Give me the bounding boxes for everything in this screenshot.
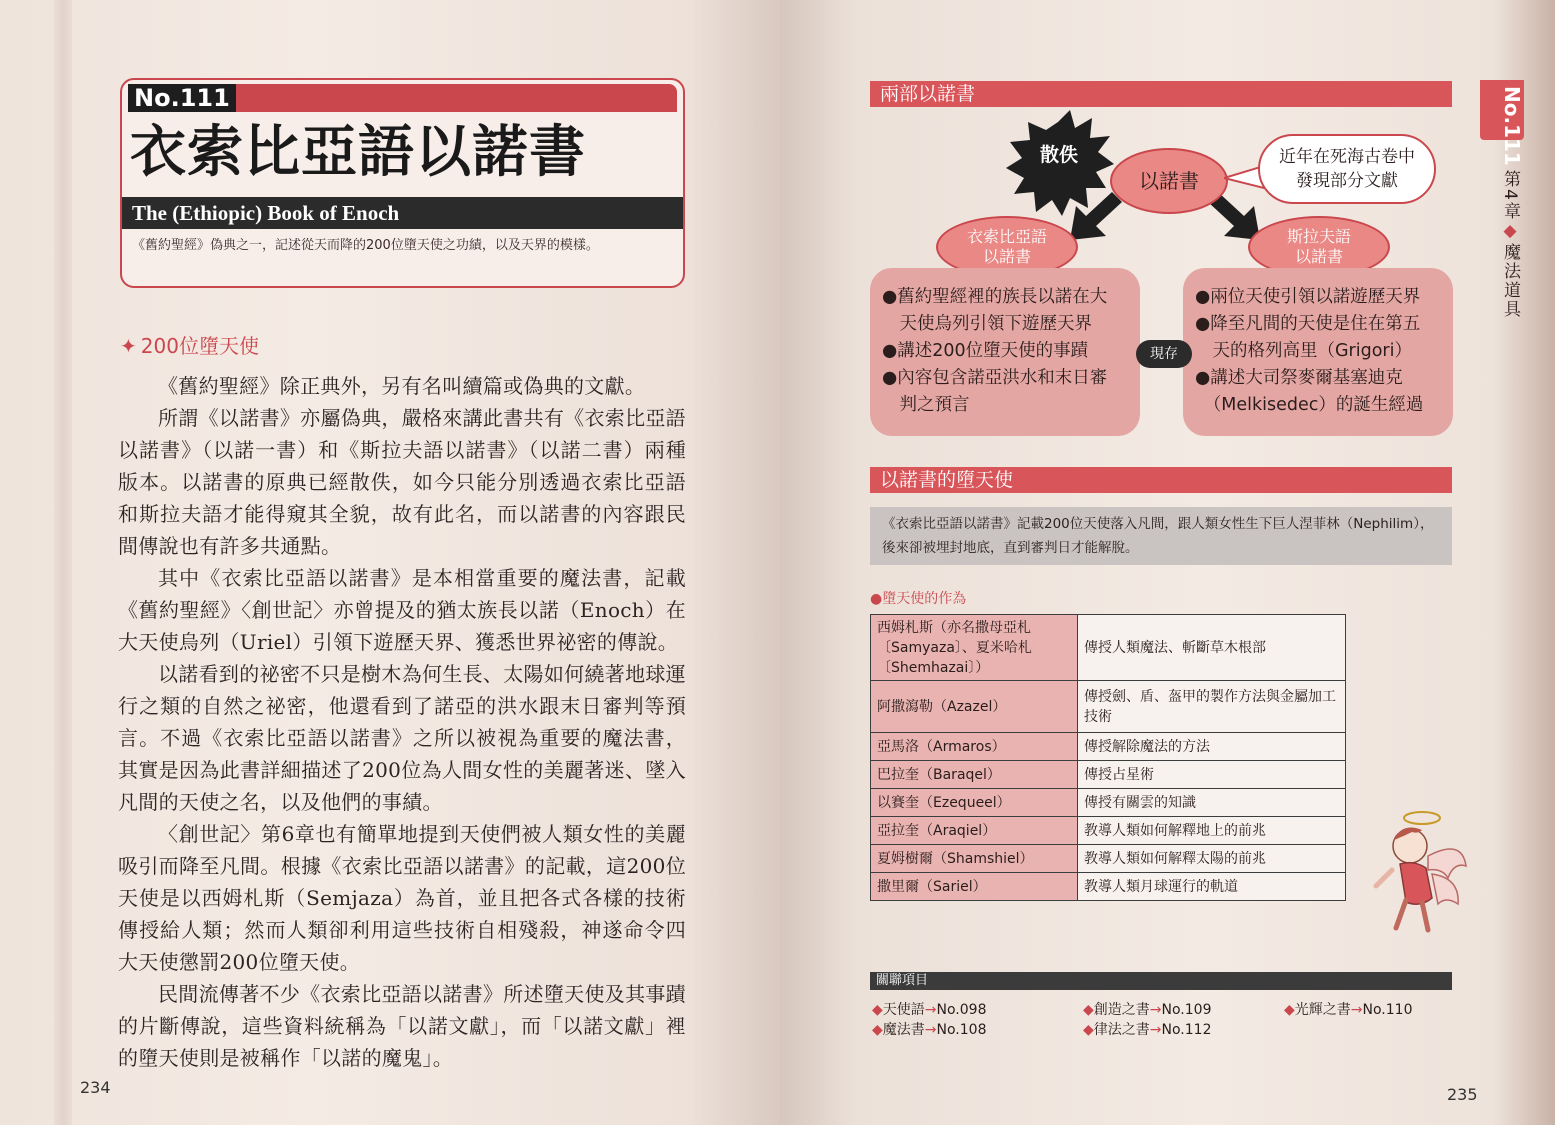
table-row	[871, 817, 1346, 845]
chapter-number: 第4章	[1500, 170, 1520, 221]
angel-name: 西姆札斯（亦名撒母亞札〔Samyaza〕、夏米哈札〔Shemhazai〕）	[871, 615, 1078, 681]
paragraph: 民間流傳著不少《衣索比亞語以諾書》所述墮天使及其事蹟的片斷傳說，這些資料統稱為「以諾文獻」，而「以諾文獻」裡的墮天使則是被稱作「以諾的魔鬼」。	[118, 982, 686, 1070]
diamond-icon: ◆	[1083, 1002, 1094, 1018]
versions-diagram	[870, 108, 1452, 468]
title-accent-bar	[226, 84, 677, 112]
related-item-name: 光輝之書	[1294, 1002, 1351, 1018]
paragraph: 〈創世記〉第6章也有簡單地提到天使們被人類女性的美麗吸引而降至凡間。根據《衣索比亞語以諾書》的記載，這200位天使是以西姆札斯（Semjaza）為首，並且把各式各樣的技術傳授給人類；然而人類卻利用這些技術自相殘殺，神遂命令四大天使懲罰200位墮天使。	[118, 822, 686, 974]
bubble-line: 近年在死海古卷中	[1279, 147, 1415, 167]
point-line: 天使烏列引領下遊歷天界	[882, 314, 1092, 334]
nephilim-description: 《衣索比亞語以諾書》記載200位天使落入凡間，跟人類女性生下巨人涅菲林（Nephilim），後來卻被埋封地底，直到審判日才能解脫。	[870, 507, 1452, 565]
related-item[interactable]	[872, 1019, 986, 1039]
diamond-icon: ◆	[1083, 1022, 1094, 1038]
slavonic-points-box	[1183, 268, 1453, 436]
oval-line: 衣索比亞語	[966, 227, 1047, 246]
table-row	[871, 873, 1346, 901]
diamond-icon: ◆	[872, 1022, 883, 1038]
angel-deed: 教導人類如何解釋地上的前兆	[1078, 817, 1346, 845]
exists-badge: 現存	[1136, 340, 1192, 368]
section-heading-text: 200位墮天使	[140, 334, 259, 358]
point-line: ●舊約聖經裡的族長以諾在大	[882, 287, 1108, 307]
point-line: （Melkisedec）的誕生經過	[1195, 395, 1424, 415]
paragraph: 其中《衣索比亞語以諾書》是本相當重要的魔法書，記載《舊約聖經》〈創世記〉亦曾提及的猶太族長以諾（Enoch）在大天使烏列（Uriel）引領下遊歷天界、獲悉世界祕密的傳說。	[118, 566, 686, 654]
body-text	[118, 370, 686, 1074]
related-item-ref: No.108	[936, 1022, 987, 1038]
table-row	[871, 845, 1346, 873]
point-line: ●降至凡間的天使是住在第五	[1195, 314, 1421, 334]
chapter-title: 魔法道具	[1500, 242, 1520, 319]
oval-line: 以諾書	[982, 247, 1031, 266]
dead-sea-scrolls-bubble	[1258, 134, 1436, 204]
point-line: ●講述200位墮天使的事蹟	[882, 341, 1089, 361]
angel-deed: 傳授占星術	[1078, 761, 1346, 789]
point-line: ●兩位天使引領以諾遊歷天界	[1195, 287, 1421, 307]
oval-line: 斯拉夫語	[1286, 227, 1351, 246]
angel-deed: 傳授有關雲的知識	[1078, 789, 1346, 817]
angel-name: 亞馬洛（Armaros）	[871, 733, 1078, 761]
angel-deed: 傳授解除魔法的方法	[1078, 733, 1346, 761]
diamond-icon: ◆	[1284, 1002, 1295, 1018]
page-number: 234	[80, 1078, 111, 1097]
angel-name: 撒里爾（Sariel）	[871, 873, 1078, 901]
point-line: 判之預言	[882, 395, 970, 415]
related-item-ref: No.098	[936, 1002, 987, 1018]
arrow-right-icon: →	[1350, 1002, 1363, 1018]
arrow-right-icon: →	[924, 1022, 937, 1038]
entry-number-badge: No.111	[128, 84, 236, 112]
paragraph: 所謂《以諾書》亦屬偽典，嚴格來講此書共有《衣索比亞語以諾書》（以諾一書）和《斯拉夫語以諾書》（以諾二書）兩種版本。以諾書的原典已經散佚，如今只能分別透過衣索比亞語和斯拉夫語才能得窺其全貌，故有此名，而以諾書的內容跟民間傳說也有許多共通點。	[118, 406, 686, 558]
section-heading	[120, 330, 259, 359]
angel-name: 以賽奎（Ezequeel）	[871, 789, 1078, 817]
related-item[interactable]	[1083, 1019, 1211, 1039]
page-number: 235	[1447, 1085, 1478, 1104]
related-item[interactable]	[1083, 999, 1211, 1019]
arrow-right-icon: →	[924, 1002, 937, 1018]
table-row	[871, 681, 1346, 733]
diamond-icon: ◆	[872, 1002, 883, 1018]
table-row	[871, 733, 1346, 761]
related-item-name: 魔法書	[882, 1022, 925, 1038]
fallen-angels-table	[870, 614, 1346, 901]
related-item-name: 天使語	[882, 1002, 925, 1018]
point-line: ●內容包含諾亞洪水和末日審	[882, 368, 1108, 388]
page-title: 衣索比亞語以諾書	[130, 119, 586, 185]
related-item-ref: No.109	[1161, 1002, 1212, 1018]
angel-deed: 傳授人類魔法、斬斷草木根部	[1078, 615, 1346, 681]
table-row	[871, 761, 1346, 789]
table-row	[871, 789, 1346, 817]
section-title-two-books: 兩部以諾書	[870, 81, 1452, 107]
lost-label: 散佚	[1040, 144, 1079, 166]
related-items-heading: 關聯項目	[870, 972, 1452, 990]
table-row	[871, 615, 1346, 681]
ethiopic-points-box	[870, 268, 1140, 436]
angel-name: 亞拉奎（Araqiel）	[871, 817, 1078, 845]
angel-deed: 教導人類如何解釋太陽的前兆	[1078, 845, 1346, 873]
related-item-name: 創造之書	[1093, 1002, 1150, 1018]
side-tab-number: No.111	[1500, 86, 1524, 166]
angel-deed: 傳授劍、盾、盔甲的製作方法與金屬加工技術	[1078, 681, 1346, 733]
related-item-ref: No.112	[1161, 1022, 1212, 1038]
arrow-right-icon: →	[1149, 1022, 1162, 1038]
point-line: 天的格列高里（Grigori）	[1195, 341, 1412, 361]
title-box	[120, 78, 685, 288]
angel-deed: 教導人類月球運行的軌道	[1078, 873, 1346, 901]
diamond-icon: ◆	[1500, 220, 1520, 243]
paragraph: 《舊約聖經》除正典外，另有名叫續篇或偽典的文獻。	[158, 374, 646, 398]
oval-line: 以諾書	[1294, 247, 1343, 266]
cherub-illustration	[1362, 808, 1470, 936]
related-item-ref: No.110	[1362, 1002, 1413, 1018]
bubble-line: 發現部分文獻	[1296, 171, 1398, 191]
related-item[interactable]	[872, 999, 986, 1019]
angel-name: 夏姆樹爾（Shamshiel）	[871, 845, 1078, 873]
enoch-book-oval: 以諾書	[1110, 148, 1228, 214]
point-line: ●講述大司祭麥爾基塞迪克	[1195, 368, 1403, 388]
angel-name: 巴拉奎（Baraqel）	[871, 761, 1078, 789]
related-item-name: 律法之書	[1093, 1022, 1150, 1038]
entry-summary: 《舊約聖經》偽典之一，記述從天而降的200位墮天使之功績，以及天界的模樣。	[132, 238, 599, 253]
acts-heading: ●墮天使的作為	[870, 591, 967, 607]
section-title-fallen-angels: 以諾書的墮天使	[870, 467, 1452, 493]
paragraph: 以諾看到的祕密不只是樹木為何生長、太陽如何繞著地球運行之類的自然之祕密，他還看到了諾亞的洪水跟末日審判等預言。不過《衣索比亞語以諾書》之所以被視為重要的魔法書，其實是因為此書詳細描述了200位為人間女性的美麗著迷、墜入凡間的天使之名，以及他們的事績。	[118, 662, 686, 814]
related-item[interactable]	[1284, 999, 1412, 1019]
english-title: The (Ethiopic) Book of Enoch	[122, 197, 683, 229]
arrow-right-icon: →	[1149, 1002, 1162, 1018]
angel-name: 阿撒瀉勒（Azazel）	[871, 681, 1078, 733]
page-edge-shadow	[54, 0, 72, 1125]
sparkle-icon: ✦	[120, 334, 137, 358]
side-chapter-label	[1483, 170, 1523, 319]
